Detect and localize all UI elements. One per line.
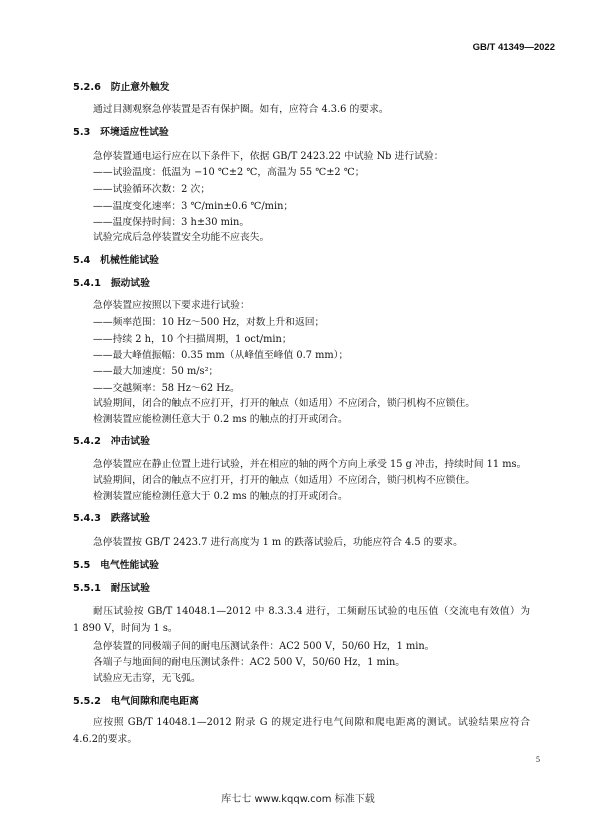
paragraph: 急停装置的同极端子间的耐电压测试条件：AC2 500 V，50/60 Hz，1 min。 (93, 641, 435, 652)
list-item: ——最大峰值振幅：0.35 mm（从峰值至峰值 0.7 mm）； (93, 350, 349, 361)
section-title: 电气间隙和爬电距离 (110, 696, 199, 707)
heading-5-3 (73, 125, 169, 141)
heading-5-4 (73, 253, 159, 269)
paragraph: 急停装置按 GB/T 2423.7 进行高度为 1 m 的跌落试验后，功能应符合 4.5 的要求。 (93, 537, 463, 548)
paragraph: 试验应无击穿，无飞弧。 (93, 673, 201, 684)
heading-5-4-3 (73, 511, 150, 527)
paragraph: 试验期间，闭合的触点不应打开，打开的触点（如适用）不应闭合，锁闩机构不应锁住。 (93, 398, 476, 409)
list-item: ——试验温度：低温为 −10 ℃±2 ℃，高温为 55 ℃±2 ℃； (93, 167, 365, 178)
heading-5-4-1 (73, 276, 150, 292)
paragraph: 应按照 GB/T 14048.1—2012 附录 G 的规定进行电气间隙和爬电距离的测试。试验结果应符合 4.6.2的要求。 (73, 717, 530, 746)
section-number: 5.5.2 (73, 696, 101, 707)
paragraph: 试验完成后急停装置安全功能不应丧失。 (93, 232, 270, 243)
section-number: 5.5 (73, 560, 91, 571)
section-number: 5.4 (73, 255, 91, 266)
section-title: 防止意外触发 (110, 82, 170, 93)
heading-5-5 (73, 558, 159, 574)
section-number: 5.4.1 (73, 278, 101, 289)
list-item: ——试验循环次数：2 次； (93, 184, 211, 195)
paragraph: 耐压试验按 GB/T 14048.1—2012 中 8.3.3.4 进行，工频耐压试验的电压值（交流电有效值）为 1 890 V，时间为 1 s。 (73, 606, 530, 635)
paragraph: 各端子与地面间的耐电压测试条件：AC2 500 V，50/60 Hz，1 min。 (93, 657, 406, 668)
list-item: ——最大加速度：50 m/s²； (93, 366, 219, 377)
paragraph: 检测装置应能检测任意大于 0.2 ms 的触点的打开或闭合。 (93, 491, 348, 502)
section-title: 振动试验 (110, 278, 150, 289)
list-item: ——交越频率：58 Hz～62 Hz。 (93, 383, 240, 394)
heading-5-2-6 (73, 80, 169, 96)
section-title: 环境适应性试验 (100, 127, 169, 138)
section-title: 机械性能试验 (100, 255, 159, 266)
section-number: 5.5.1 (73, 583, 101, 594)
heading-5-5-1 (73, 581, 150, 597)
section-number: 5.4.2 (73, 436, 101, 447)
section-number: 5.2.6 (73, 82, 101, 93)
paragraph: 急停装置通电运行应在以下条件下，依据 GB/T 2423.22 中试验 Nb 进行试验： (93, 151, 444, 162)
paragraph: 通过目测观察急停装置是否有保护圈。如有，应符合 4.3.6 的要求。 (93, 104, 389, 115)
heading-5-5-2 (73, 694, 199, 710)
section-title: 冲击试验 (110, 436, 150, 447)
list-item: ——持续 2 h，10 个扫描周期，1 oct/min； (93, 334, 292, 345)
list-item: ——频率范围：10 Hz～500 Hz，对数上升和返回； (93, 317, 325, 328)
section-title: 跌落试验 (110, 513, 150, 524)
list-item: ——温度变化速率：3 ℃/min±0.6 ℃/min； (93, 201, 294, 212)
page-number: 5 (536, 755, 540, 764)
paragraph: 急停装置应按照以下要求进行试验： (93, 300, 250, 311)
section-title: 电气性能试验 (100, 560, 159, 571)
standard-number-header: GB/T 41349—2022 (472, 42, 555, 53)
paragraph: 急停装置应在静止位置上进行试验，并在相应的轴的两个方向上承受 15 g 冲击，持续时间 11 ms。 (93, 459, 527, 470)
section-title: 耐压试验 (110, 583, 150, 594)
section-number: 5.4.3 (73, 513, 101, 524)
list-item: ——温度保持时间：3 h±30 min。 (93, 217, 250, 228)
footer-watermark: 库七七 www.kqqw.com 标准下载 (221, 794, 375, 805)
heading-5-4-2 (73, 434, 150, 450)
paragraph: 试验期间，闭合的触点不应打开，打开的触点（如适用）不应闭合，锁闩机构不应锁住。 (93, 475, 476, 486)
section-number: 5.3 (73, 127, 91, 138)
paragraph: 检测装置应能检测任意大于 0.2 ms 的触点的打开或闭合。 (93, 414, 348, 425)
